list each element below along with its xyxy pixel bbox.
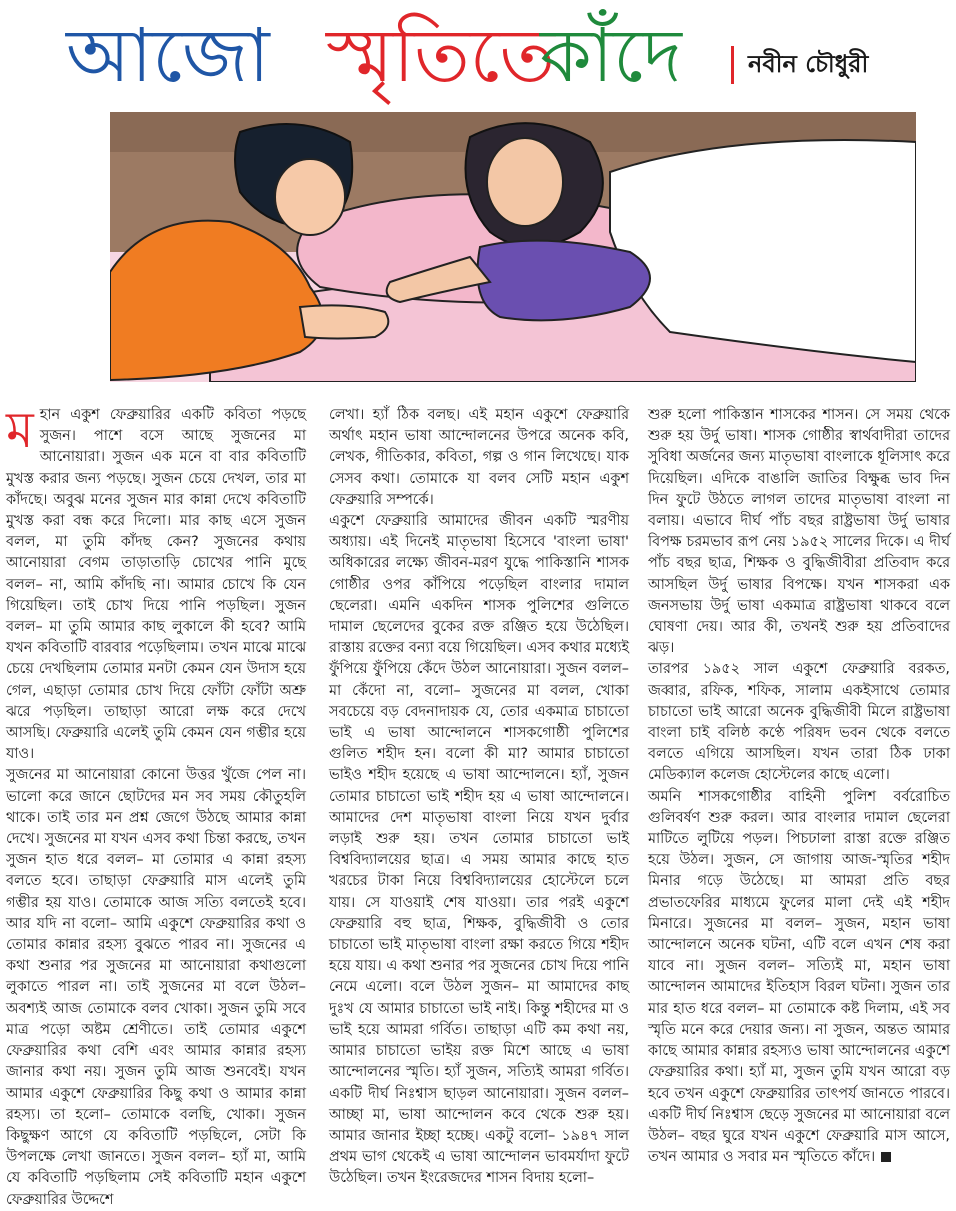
drop-cap: ম (6, 401, 34, 459)
end-mark-icon (881, 1152, 891, 1162)
article-paragraph: সুজনের মা আনোয়ারা কোনো উত্তর খুঁজে পেল না। ভালো করে জানে ছোটদের মন সব সময় কৌতুহলি থাকে। তাই তার মন প্রশ্ন জেগে উঠছে আমার কান্না দেখে। সুজনের মা যখন এসব কথা চিন্তা করছে, তখন সুজন হাত ধরে বলল– মা তোমার এ কান্না রহস্য বলতে হবে। তাছাড়া ফেব্রুয়ারি মাস এলেই তুমি গম্ভীর হয় যাও। তোমাকে আজ সত্যি বলতেই হবে। আর যদি না বলো– আমি একুশে ফেব্রুয়ারির কথা ও তোমার কান্নার রহস্য বুঝতে পারব না। সুজনের এ কথা শুনার পর সুজনের মা আনোয়ারা কথাগুলো লুকাতে পারল না। তাই সুজনের মা বলে উঠল– অবশ্যই আজ তোমাকে বলব খোকা। সুজন তুমি সবে মাত্র পড়ো অষ্টম শ্রেণীতে। তাই তোমার একুশে ফেব্রুয়ারির কথা বেশি এবং আমার কান্নার রহস্য জানার কথা নয়। সুজন তুমি আজ শুনবেই। যখন আমার একুশে ফেব্রুয়ারির কিছু কথা ও আমার কান্না রহস্য। তা হলো– তোমাকে বলছি, খোকা। সুজন কিছুক্ষণ আগে যে কবিতাটি পড়ছিলে, সেটা কি উপলক্ষে লেখা জানতে। সুজন বলল– হ্যাঁ মা, আমি যে কবিতাটি পড়ছিলাম সেই কবিতাটি মহান একুশে ফেব্রুয়ারির উদ্দেশে (6, 767, 306, 1208)
article-column-3 (648, 405, 950, 1168)
article-paragraph: তারপর ১৯৫২ সাল একুশে ফেব্রুয়ারি বরকত, জব্বার, রফিক, শফিক, সালাম একইসাথে তোমার চাচাতো ভাই আরো অনেক বুদ্ধিজীবী মিলে রাষ্ট্রভাষা বাংলা চাই বলিষ্ঠ কণ্ঠে পরিষদ ভবন থেকে বলতে বলতে এগিয়ে আসছিল। যখন তারা ঠিক ঢাকা মেডিক্যাল কলেজ হোস্টেলের কাছে এলো। (648, 661, 950, 784)
article-header (0, 0, 956, 110)
article-column-1 (6, 401, 306, 1211)
article-paragraph: একুশে ফেব্রুয়ারি আমাদের জীবন একটি স্মরণীয় অধ্যায়। এই দিনেই মাতৃভাষা হিসেবে 'বাংলা ভাষা' অধিকারের লক্ষ্যে জীবন-মরণ যুদ্ধে পাকিস্তানি শাসক গোষ্ঠীর ওপর কাঁপিয়ে পড়েছিল বাংলার দামাল ছেলেরা। এমনি একদিন শাসক পুলিশের গুলিতে দামাল ছেলেদের বুকের রক্ত রঞ্জিত হয়ে উঠেছিল। রাস্তায় রক্তের বন্যা বয়ে গিয়েছিল। এসব কথার মধ্যেই ফুঁপিয়ে ফুঁপিয়ে কেঁদে উঠল আনোয়ারা। সুজন বলল– মা কেঁদো না, বলো– সুজনের মা বলল, খোকা সবচেয়ে বড় বেদনাদায়ক যে, তোর একমাত্র চাচাতো ভাই এ ভাষা আন্দোলনে শাসকগোষ্ঠী পুলিশের গুলিত শহীদ হন। বলো কী মা? আমার চাচাতো ভাইও শহীদ হয়েছে এ ভাষা আন্দোলনে। হ্যাঁ, সুজন তোমার চাচাতো ভাই শহীদ হয় এ ভাষা আন্দোলনে। আমাদের দেশ মাতৃভাষা বাংলা নিয়ে যখন দুর্বার লড়াই শুরু হয়। তখন তোমার চাচাতো ভাই বিশ্ববিদ্যালয়ের ছাত্র। এ সময় আমার কাছে হাত খরচের টাকা নিয়ে বিশ্ববিদ্যালয়ের হোস্টেলে চলে যায়। সে যাওয়াই শেষ যাওয়া। তার পরই একুশে ফেব্রুয়ারি বহু ছাত্র, শিক্ষক, বুদ্ধিজীবী ও তোর চাচাতো ভাই মাতৃভাষা বাংলা রক্ষা করতে গিয়ে শহীদ হয়ে যায়। এ কথা শুনার পর সুজনের চোখ দিয়ে পানি নেমে এলো। বলে উঠল সুজন– মা আমাদের কাছ দুঃখ যে আমার চাচাতো ভাই নাই। কিন্তু শহীদের মা ও ভাই হয়ে আমরা গর্বিত। তাছাড়া এটি কম কথা নয়, আমার চাচাতো ভাইয় রক্ত মিশে আছে এ ভাষা আন্দোলনের স্মৃতি। হ্যাঁ সুজন, সত্যিই আমরা গর্বিত। একটি দীর্ঘ নিঃশ্বাস ছাড়ল আনোয়ারা। সুজন বলল– আচ্ছা মা, ভাষা আন্দোলন কবে থেকে শুরু হয়। আমার জানার ইচ্ছা হচ্ছে। একটু বলো– ১৯৪৭ সাল প্রথম ভাগ থেকেই এ ভাষা আন্দোলন ভাবমর্যাদা ফুটে উঠেছিল। তখন ইংরেজদের শাসন বিদায় হলো– (329, 513, 629, 1187)
title-separator (731, 46, 734, 84)
author-name: নবীন চৌধুরী (748, 50, 869, 78)
article-paragraph: শুরু হলো পাকিস্তান শাসকের শাসন। সে সময় থেকে শুরু হয় উর্দু ভাষা। শাসক গোষ্ঠীর স্বার্থবাদীরা তাদের সুবিধা অর্জনের জন্য মাতৃভাষা বাংলাকে ধূলিসাৎ করে দিয়েছিল। এদিকে বাঙালি জাতির বিক্ষুব্ধ ভাব দিন দিন ফুটে উঠতে লাগল তাদের মাতৃভাষা বাংলা না বলায়। এভাবে দীর্ঘ পাঁচ বছর রাষ্ট্রভাষা উর্দু ভাষার বিপক্ষ চরমভাব রূপ নেয় ১৯৫২ সালের দিকে। এ দীর্ঘ পাঁচ বছর ছাত্র, শিক্ষক ও বুদ্ধিজীবীরা প্রতিবাদ করে আসছিল উর্দু ভাষার বিপক্ষে। যখন শাসকরা এক জনসভায় উর্দু ভাষা একমাত্র রাষ্ট্রভাষা থাকবে বলে ঘোষণা দেয়। আর কী, তখনই শুরু হয় প্রতিবাদের ঝড়। (648, 407, 950, 657)
mother-and-son-illustration (110, 112, 916, 382)
title-word-1: আজো (66, 13, 270, 99)
paragraph-text: হান একুশ ফেব্রুয়ারির একটি কবিতা পড়ছে সুজন। পাশে বসে আছে সুজনের মা আনোয়ারা। সুজন এক মনে বা বার কবিতাটি মুখস্ত করার জন্য পড়ছে। সুজন চেয়ে দেখল, তার মা কাঁদছে। অবুঝ মনের সুজন মার কান্না দেখে কবিতাটি মুখস্ত করা বন্ধ করে দিলো। মার কাছ এসে সুজন বলল, মা তুমি কাঁদছ কেন? সুজনের কথায় আনোয়ারা বেগম তাড়াতাড়ি চোখের পানি মুছে বলল– না, আমি কাঁদছি না। আমার চোখে কি যেন গিয়েছিল। তাই চোখ দিয়ে পানি পড়ছিল। সুজন বলল– মা তুমি আমার কাছ লুকালে কী হবে? আমি যখন কবিতাটি বারবার পড়েছিলাম। তখন মাঝে মাঝে চেয়ে দেখছিলাম তোমার মনটা কেমন যেন উদাস হয়ে গেল, এছাড়া তোমার চোখ দিয়ে ফোঁটা ফোঁটা অশ্রু ঝরে পড়ছিল। তাছাড়া আরো লক্ষ করে দেখে আসছি। ফেব্রুয়ারি এলেই তুমি কেমন যেন গম্ভীর হয়ে যাও। (6, 407, 306, 763)
title-word-3: কাঁদে (540, 13, 682, 99)
article-paragraph: লেখা। হ্যাঁ ঠিক বলছ। এই মহান একুশে ফেব্রুয়ারি অর্থাৎ মহান ভাষা আন্দোলনের উপরে অনেক কবি, লেখক, গীতিকার, কবিতা, গল্প ও গান লিখেছে। যাক সেসব কথা। তোমাকে যা বলব সেটি মহান একুশ ফেব্রুয়ারি সম্পর্কে। (329, 407, 629, 508)
paragraph-text: অমনি শাসকগোষ্ঠীর বাহিনী পুলিশ বর্বরোচিত গুলিবর্ষণ শুরু করল। আর বাংলার দামাল ছেলেরা মাটিতে লুটিয়ে পড়ল। পিচঢালা রাস্তা রক্তে রঞ্জিত হয়ে উঠল। সুজন, সে জাগায় আজ-স্মৃতির শহীদ মিনার গড়ে উঠেছে। মা আমরা প্রতি বছর প্রভাতফেরির মাধ্যমে ফুলের মালা দেই এই শহীদ মিনারে। সুজনের মা বলল– সুজন, মহান ভাষা আন্দোলনে অনেক ঘটনা, এটি বলে এখন শেষ করা যাবে না। সুজন বলল– সত্যিই মা, মহান ভাষা আন্দোলন আমাদের ইতিহাস বিরল ঘটনা। সুজন তার মার হাত ধরে বলল– মা তোমাকে কষ্ট দিলাম, এই সব স্মৃতি মনে করে দেয়ার জন্য। না সুজন, অন্তত আমার কাছে আমার কান্নার রহস্যও ভাষা আন্দোলনের একুশে ফেব্রুয়ারির কথা। হ্যাঁ মা, সুজন তুমি যখন আরো বড় হবে তখন একুশে ফেব্রুয়ারির তাৎপর্য জানতে পারবে। একটি দীর্ঘ নিঃশ্বাস ছেড়ে সুজনের মা আনোয়ারা বলে উঠল– বছর ঘুরে যখন একুশে ফেব্রুয়ারি মাস আসে, তখন আমার ও সবার মন স্মৃতিতে কাঁদে। (648, 788, 950, 1166)
title-word-2: স্মৃতিতে (326, 13, 556, 99)
article-column-2 (329, 405, 629, 1190)
article-paragraph (648, 787, 950, 1169)
article-paragraph (6, 401, 306, 765)
